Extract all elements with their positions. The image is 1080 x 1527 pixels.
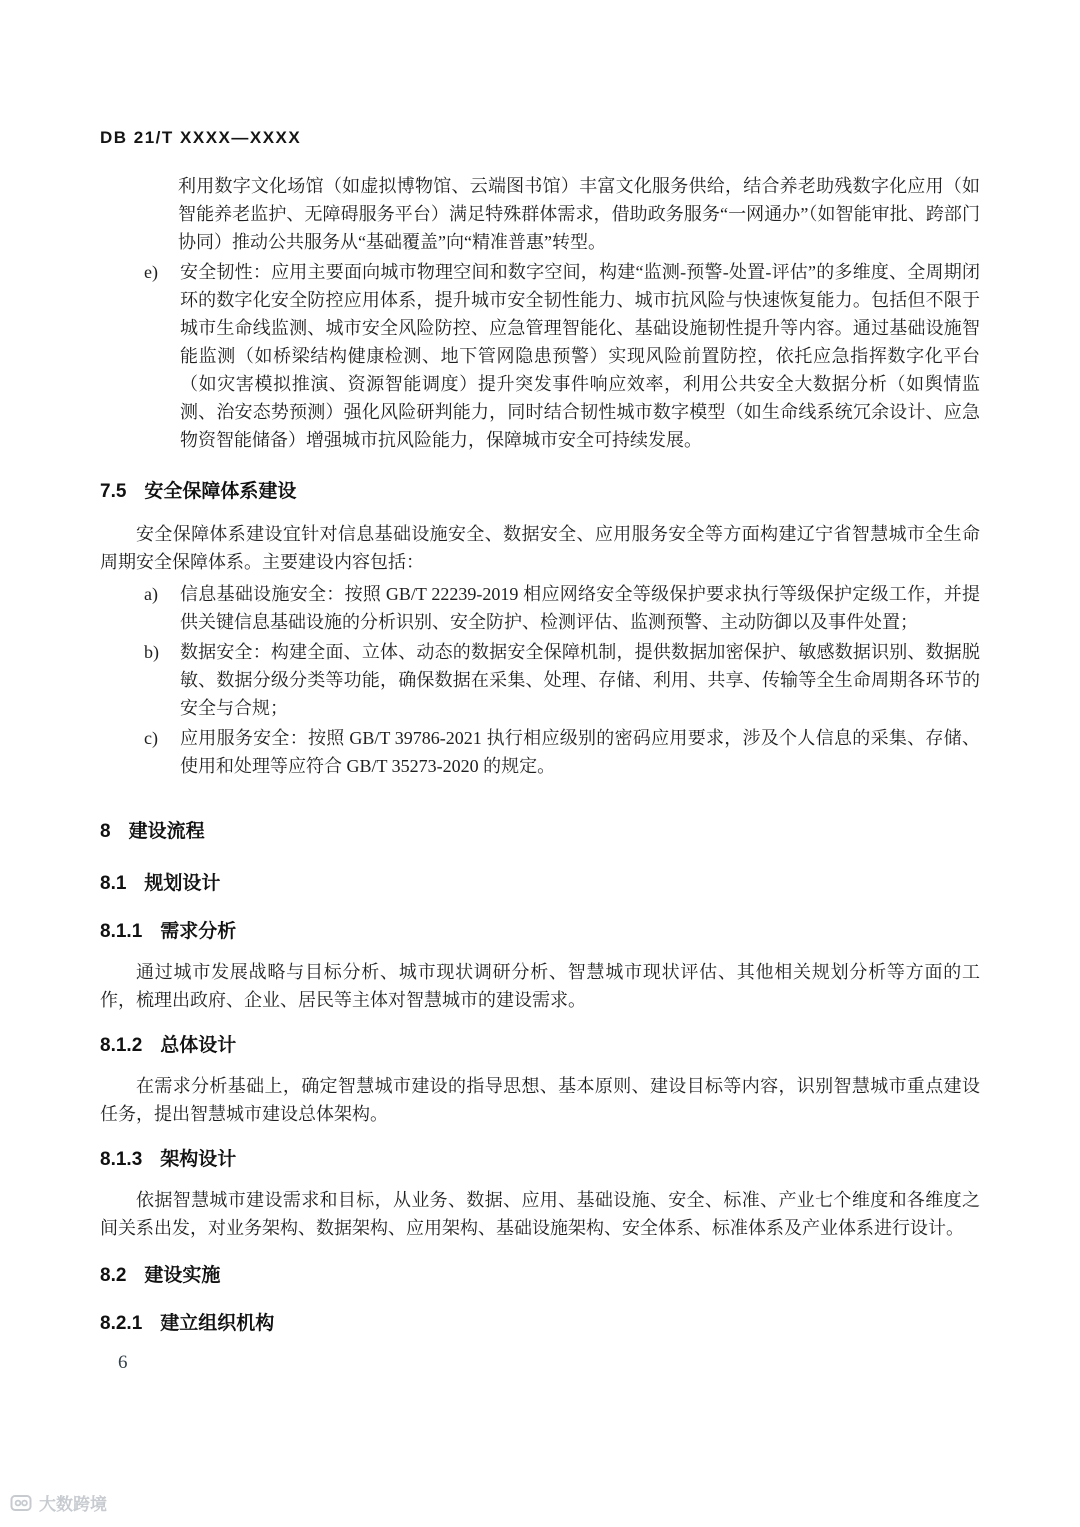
list-item-c-text: 应用服务安全：按照 GB/T 39786-2021 执行相应级别的密码应用要求，涉及个人信息的采集、存储、使用和处理等应符合 GB/T 35273-2020 的规定。	[180, 728, 980, 776]
heading-title: 规划设计	[144, 873, 221, 894]
paragraph-8-1-2: 在需求分析基础上，确定智慧城市建设的指导思想、基本原则、建设目标等内容，识别智慧城市重点建设任务，提出智慧城市建设总体架构。	[100, 1076, 980, 1124]
list-item-e-text: 安全韧性：应用主要面向城市物理空间和数字空间，构建“监测-预警-处置-评估”的多维度、全周期闭环的数字化安全防控应用体系，提升城市安全韧性能力、城市抗风险与快速恢复能力。包括但不限于城市生命线监测、城市安全风险防控、应急管理智能化、基础设施韧性提升等内容。通过基础设施智能监测（如桥梁结构健康检测、地下管网隐患预警）实现风险前置防控，依托应急指挥数字化平台（如灾害模拟推演、资源智能调度）提升突发事件响应效率，利用公共安全大数据分析（如舆情监测、治安态势预测）强化风险研判能力，同时结合韧性城市数字模型（如生命线系统冗余设计、应急物资智能储备）增强城市抗风险能力，保障城市安全可持续发展。	[180, 262, 980, 450]
section-heading-8-2	[100, 1264, 980, 1288]
list-item-b	[100, 638, 980, 722]
list-item-b-text: 数据安全：构建全面、立体、动态的数据安全保障机制，提供数据加密保护、敏感数据识别、数据脱敏、数据分级分类等功能，确保数据在采集、处理、存储、利用、共享、传输等全生命周期各环节的安全与合规；	[180, 642, 980, 718]
section-heading-8-1	[100, 872, 980, 896]
section-heading-7-5	[100, 480, 980, 504]
heading-number: 8.1.2	[100, 1035, 143, 1056]
heading-number: 8.1.3	[100, 1149, 143, 1170]
heading-title: 需求分析	[160, 921, 237, 942]
page-number: 6	[118, 1352, 128, 1373]
heading-number: 8.2.1	[100, 1313, 143, 1334]
heading-title: 建设流程	[128, 821, 205, 842]
list-item-a	[100, 580, 980, 636]
list-item-a-label: a)	[144, 584, 158, 604]
list-item-e	[100, 258, 980, 454]
list-item-c	[100, 724, 980, 780]
watermark	[10, 1490, 107, 1515]
list-item-e-label: e)	[144, 262, 158, 282]
section-heading-8-2-1	[100, 1312, 980, 1336]
paragraph-8-1-1: 通过城市发展战略与目标分析、城市现状调研分析、智慧城市现状评估、其他相关规划分析等方面的工作，梳理出政府、企业、居民等主体对智慧城市的建设需求。	[100, 962, 980, 1010]
list-item-b-label: b)	[144, 642, 159, 662]
heading-title: 架构设计	[160, 1149, 237, 1170]
heading-title: 建设实施	[144, 1265, 221, 1286]
heading-number: 8.1	[100, 873, 127, 894]
heading-title: 安全保障体系建设	[144, 481, 297, 502]
heading-number: 7.5	[100, 481, 127, 502]
section-heading-8	[100, 820, 980, 844]
section-heading-8-1-2	[100, 1034, 980, 1058]
section-heading-8-1-3	[100, 1148, 980, 1172]
continuation-paragraph: 利用数字文化场馆（如虚拟博物馆、云端图书馆）丰富文化服务供给，结合养老助残数字化应用（如智能养老监护、无障碍服务平台）满足特殊群体需求，借助政务服务“一网通办”（如智能审批、跨部门协同）推动公共服务从“基础覆盖”向“精准普惠”转型。	[178, 176, 980, 252]
section-7-5-intro: 安全保障体系建设宜针对信息基础设施安全、数据安全、应用服务安全等方面构建辽宁省智慧城市全生命周期安全保障体系。主要建设内容包括：	[100, 524, 980, 572]
heading-title: 总体设计	[160, 1035, 237, 1056]
heading-number: 8	[100, 821, 111, 842]
list-item-a-text: 信息基础设施安全：按照 GB/T 22239-2019 相应网络安全等级保护要求执行等级保护定级工作，并提供关键信息基础设施的分析识别、安全防护、检测评估、监测预警、主动防御以及事件处置；	[180, 584, 980, 632]
document-header: DB 21/T XXXX—XXXX	[100, 128, 302, 147]
watermark-logo-icon	[10, 1492, 32, 1514]
list-item-c-label: c)	[144, 728, 158, 748]
heading-number: 8.1.1	[100, 921, 143, 942]
heading-title: 建立组织机构	[160, 1313, 275, 1334]
section-heading-8-1-1	[100, 920, 980, 944]
watermark-label: 大数跨境	[39, 1495, 107, 1514]
paragraph-8-1-3: 依据智慧城市建设需求和目标，从业务、数据、应用、基础设施、安全、标准、产业七个维度和各维度之间关系出发，对业务架构、数据架构、应用架构、基础设施架构、安全体系、标准体系及产业体系进行设计。	[100, 1190, 980, 1238]
heading-number: 8.2	[100, 1265, 127, 1286]
